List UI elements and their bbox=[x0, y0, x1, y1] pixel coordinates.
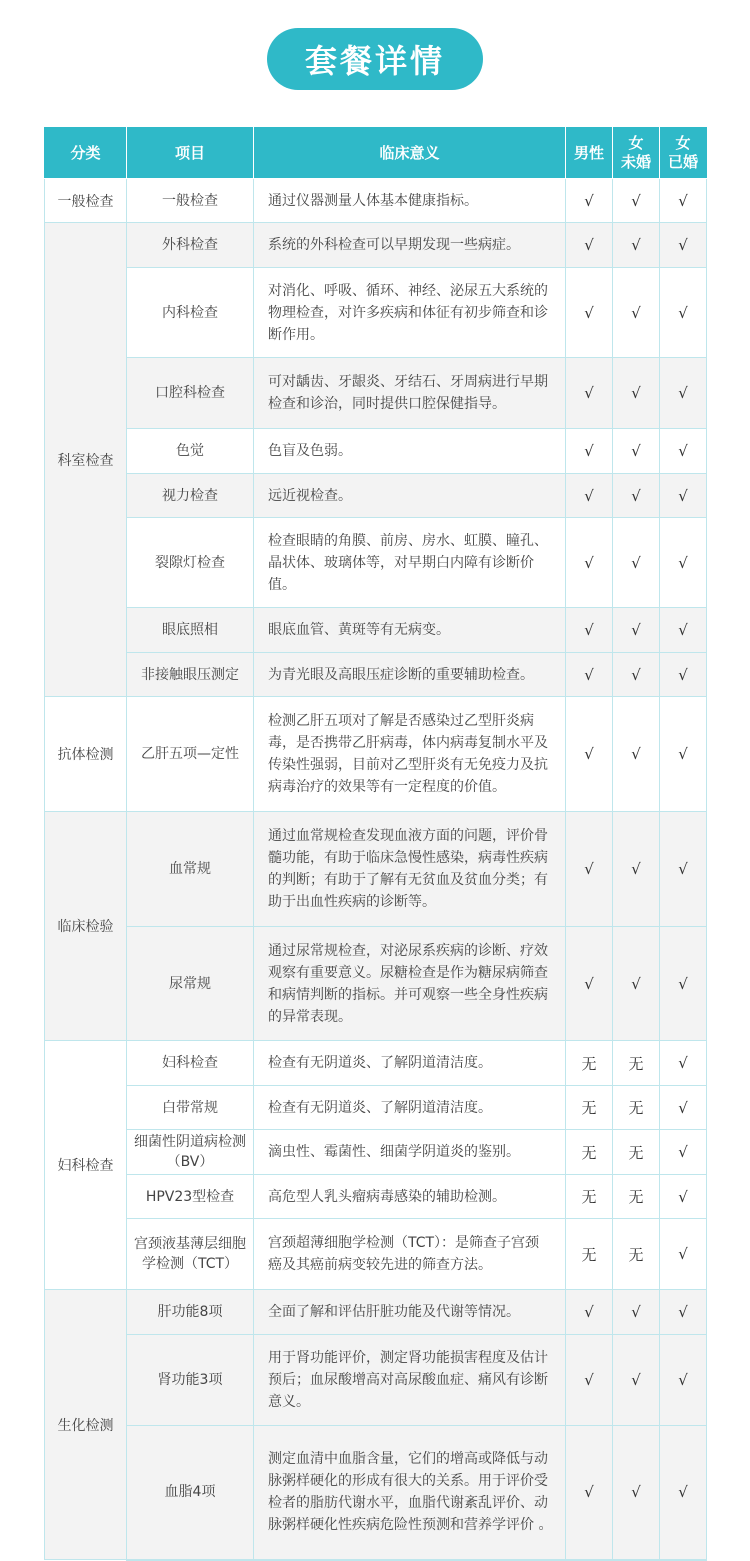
header-male: 男性 bbox=[566, 128, 613, 179]
category-cell: 生化检测 bbox=[45, 1290, 127, 1560]
female-unmarried-mark: √ bbox=[613, 429, 660, 474]
meaning-cell: 系统的外科检查可以早期发现一些病症。 bbox=[254, 223, 566, 268]
female-unmarried-mark: √ bbox=[613, 927, 660, 1041]
item-cell: 眼底照相 bbox=[127, 608, 254, 653]
female-unmarried-mark: √ bbox=[613, 608, 660, 653]
meaning-cell: 宫颈超薄细胞学检测（TCT）：是筛查子宫颈癌及其癌前病变较先进的筛查方法。 bbox=[254, 1219, 566, 1290]
male-mark: √ bbox=[566, 474, 613, 518]
table-row bbox=[45, 1041, 707, 1086]
meaning-cell: 为青光眼及高眼压症诊断的重要辅助检查。 bbox=[254, 653, 566, 697]
header-female-unmarried bbox=[613, 128, 660, 179]
table-row bbox=[45, 1175, 707, 1219]
male-mark: 无 bbox=[566, 1086, 613, 1130]
table-row bbox=[45, 1086, 707, 1130]
male-mark: √ bbox=[566, 518, 613, 608]
table-header-row bbox=[45, 128, 707, 179]
meaning-cell: 通过血常规检查发现血液方面的问题，评价骨髓功能，有助于临床急慢性感染，病毒性疾病的判断；有助于了解有无贫血及贫血分类；有助于出血性疾病的诊断等。 bbox=[254, 812, 566, 927]
category-cell: 临床检验 bbox=[45, 812, 127, 1041]
male-mark: 无 bbox=[566, 1130, 613, 1175]
female-married-mark: √ bbox=[660, 653, 707, 697]
meaning-cell: 对消化、呼吸、循环、神经、泌尿五大系统的物理检查，对许多疾病和体征有初步筛查和诊断作用。 bbox=[254, 268, 566, 358]
female-unmarried-mark: 无 bbox=[613, 1175, 660, 1219]
male-mark: 无 bbox=[566, 1041, 613, 1086]
table-row bbox=[45, 518, 707, 608]
female-married-mark: √ bbox=[660, 1130, 707, 1175]
item-cell: 肾功能3项 bbox=[127, 1335, 254, 1426]
female-married-mark: √ bbox=[660, 608, 707, 653]
item-cell: 乙肝五项—定性 bbox=[127, 697, 254, 812]
female-married-mark: √ bbox=[660, 223, 707, 268]
male-mark: √ bbox=[566, 608, 613, 653]
category-cell: 抗体检测 bbox=[45, 697, 127, 812]
item-cell: 视力检查 bbox=[127, 474, 254, 518]
male-mark: √ bbox=[566, 927, 613, 1041]
female-married-mark: √ bbox=[660, 268, 707, 358]
item-cell: 白带常规 bbox=[127, 1086, 254, 1130]
female-married-mark: √ bbox=[660, 518, 707, 608]
female-unmarried-mark: √ bbox=[613, 1426, 660, 1560]
category-cell: 一般检查 bbox=[45, 179, 127, 223]
item-cell: 内科检查 bbox=[127, 268, 254, 358]
header-female-unmarried-l2: 未婚 bbox=[620, 153, 651, 171]
table-row bbox=[45, 812, 707, 927]
meaning-cell: 眼底血管、黄斑等有无病变。 bbox=[254, 608, 566, 653]
female-married-mark: √ bbox=[660, 474, 707, 518]
item-cell: HPV23型检查 bbox=[127, 1175, 254, 1219]
page-title: 套餐详情 bbox=[267, 28, 483, 90]
header-female-unmarried-l1: 女 bbox=[628, 134, 644, 152]
meaning-cell: 色盲及色弱。 bbox=[254, 429, 566, 474]
item-cell: 尿常规 bbox=[127, 927, 254, 1041]
table-row bbox=[45, 268, 707, 358]
female-unmarried-mark: √ bbox=[613, 812, 660, 927]
table-row bbox=[45, 429, 707, 474]
item-cell: 外科检查 bbox=[127, 223, 254, 268]
item-cell: 裂隙灯检查 bbox=[127, 518, 254, 608]
female-married-mark: √ bbox=[660, 429, 707, 474]
male-mark: √ bbox=[566, 1426, 613, 1560]
female-unmarried-mark: √ bbox=[613, 697, 660, 812]
table-row bbox=[45, 927, 707, 1041]
female-married-mark: √ bbox=[660, 812, 707, 927]
male-mark: √ bbox=[566, 429, 613, 474]
female-married-mark: √ bbox=[660, 358, 707, 429]
meaning-cell: 滴虫性、霉菌性、细菌学阴道炎的鉴别。 bbox=[254, 1130, 566, 1175]
female-married-mark: √ bbox=[660, 927, 707, 1041]
table-row bbox=[45, 1130, 707, 1175]
meaning-cell: 用于肾功能评价，测定肾功能损害程度及估计预后；血尿酸增高对高尿酸血症、痛风有诊断意义。 bbox=[254, 1335, 566, 1426]
female-unmarried-mark: 无 bbox=[613, 1041, 660, 1086]
header-meaning: 临床意义 bbox=[254, 128, 566, 179]
male-mark: 无 bbox=[566, 1175, 613, 1219]
meaning-cell: 高危型人乳头瘤病毒感染的辅助检测。 bbox=[254, 1175, 566, 1219]
table-row bbox=[45, 474, 707, 518]
item-cell: 妇科检查 bbox=[127, 1041, 254, 1086]
item-cell: 一般检查 bbox=[127, 179, 254, 223]
package-table bbox=[44, 127, 707, 1561]
table-row bbox=[45, 653, 707, 697]
male-mark: √ bbox=[566, 697, 613, 812]
meaning-cell: 检测乙肝五项对了解是否感染过乙型肝炎病毒，是否携带乙肝病毒，体内病毒复制水平及传染性强弱，目前对乙型肝炎有无免疫力及抗病毒治疗的效果等有一定程度的价值。 bbox=[254, 697, 566, 812]
female-unmarried-mark: √ bbox=[613, 474, 660, 518]
item-cell: 口腔科检查 bbox=[127, 358, 254, 429]
table-row bbox=[45, 1335, 707, 1426]
item-cell: 宫颈液基薄层细胞学检测（TCT） bbox=[127, 1219, 254, 1290]
meaning-cell: 测定血清中血脂含量，它们的增高或降低与动脉粥样硬化的形成有很大的关系。用于评价受检者的脂肪代谢水平，血脂代谢紊乱评价、动脉粥样硬化性疾病危险性预测和营养学评价 。 bbox=[254, 1426, 566, 1560]
item-cell: 色觉 bbox=[127, 429, 254, 474]
male-mark: √ bbox=[566, 179, 613, 223]
category-cell: 科室检查 bbox=[45, 223, 127, 697]
female-married-mark: √ bbox=[660, 1219, 707, 1290]
header-female-married bbox=[660, 128, 707, 179]
male-mark: √ bbox=[566, 358, 613, 429]
item-cell: 血常规 bbox=[127, 812, 254, 927]
male-mark: √ bbox=[566, 1290, 613, 1335]
header-category: 分类 bbox=[45, 128, 127, 179]
table-row bbox=[45, 179, 707, 223]
header-female-married-l1: 女 bbox=[675, 134, 691, 152]
meaning-cell: 远近视检查。 bbox=[254, 474, 566, 518]
female-unmarried-mark: 无 bbox=[613, 1086, 660, 1130]
meaning-cell: 检查有无阴道炎、了解阴道清洁度。 bbox=[254, 1086, 566, 1130]
male-mark: √ bbox=[566, 223, 613, 268]
category-cell: 妇科检查 bbox=[45, 1041, 127, 1290]
female-married-mark: √ bbox=[660, 1086, 707, 1130]
meaning-cell: 通过仪器测量人体基本健康指标。 bbox=[254, 179, 566, 223]
female-married-mark: √ bbox=[660, 697, 707, 812]
item-cell: 非接触眼压测定 bbox=[127, 653, 254, 697]
meaning-cell: 通过尿常规检查，对泌尿系疾病的诊断、疗效观察有重要意义。尿糖检查是作为糖尿病筛查和病情判断的指标。并可观察一些全身性疾病的异常表现。 bbox=[254, 927, 566, 1041]
item-cell: 血脂4项 bbox=[127, 1426, 254, 1560]
table-row bbox=[45, 1290, 707, 1335]
meaning-cell: 全面了解和评估肝脏功能及代谢等情况。 bbox=[254, 1290, 566, 1335]
header-item: 项目 bbox=[127, 128, 254, 179]
table-row bbox=[45, 697, 707, 812]
female-unmarried-mark: √ bbox=[613, 268, 660, 358]
female-unmarried-mark: 无 bbox=[613, 1219, 660, 1290]
male-mark: √ bbox=[566, 1335, 613, 1426]
table-row bbox=[45, 358, 707, 429]
female-married-mark: √ bbox=[660, 1426, 707, 1560]
female-married-mark: √ bbox=[660, 1335, 707, 1426]
female-married-mark: √ bbox=[660, 1041, 707, 1086]
male-mark: √ bbox=[566, 653, 613, 697]
female-unmarried-mark: √ bbox=[613, 1290, 660, 1335]
header-female-married-l2: 已婚 bbox=[667, 153, 698, 171]
female-unmarried-mark: √ bbox=[613, 223, 660, 268]
table-row bbox=[45, 1219, 707, 1290]
female-unmarried-mark: √ bbox=[613, 518, 660, 608]
female-married-mark: √ bbox=[660, 1175, 707, 1219]
table-row bbox=[45, 223, 707, 268]
item-cell: 细菌性阴道病检测（BV） bbox=[127, 1130, 254, 1175]
female-unmarried-mark: √ bbox=[613, 1335, 660, 1426]
meaning-cell: 可对龋齿、牙龈炎、牙结石、牙周病进行早期检查和诊治，同时提供口腔保健指导。 bbox=[254, 358, 566, 429]
table-row bbox=[45, 608, 707, 653]
female-married-mark: √ bbox=[660, 1290, 707, 1335]
meaning-cell: 检查有无阴道炎、了解阴道清洁度。 bbox=[254, 1041, 566, 1086]
meaning-cell: 检查眼睛的角膜、前房、房水、虹膜、瞳孔、晶状体、玻璃体等，对早期白内障有诊断价值。 bbox=[254, 518, 566, 608]
female-unmarried-mark: 无 bbox=[613, 1130, 660, 1175]
female-unmarried-mark: √ bbox=[613, 653, 660, 697]
male-mark: √ bbox=[566, 812, 613, 927]
item-cell: 肝功能8项 bbox=[127, 1290, 254, 1335]
female-unmarried-mark: √ bbox=[613, 358, 660, 429]
female-married-mark: √ bbox=[660, 179, 707, 223]
male-mark: 无 bbox=[566, 1219, 613, 1290]
female-unmarried-mark: √ bbox=[613, 179, 660, 223]
male-mark: √ bbox=[566, 268, 613, 358]
table-row bbox=[45, 1426, 707, 1560]
